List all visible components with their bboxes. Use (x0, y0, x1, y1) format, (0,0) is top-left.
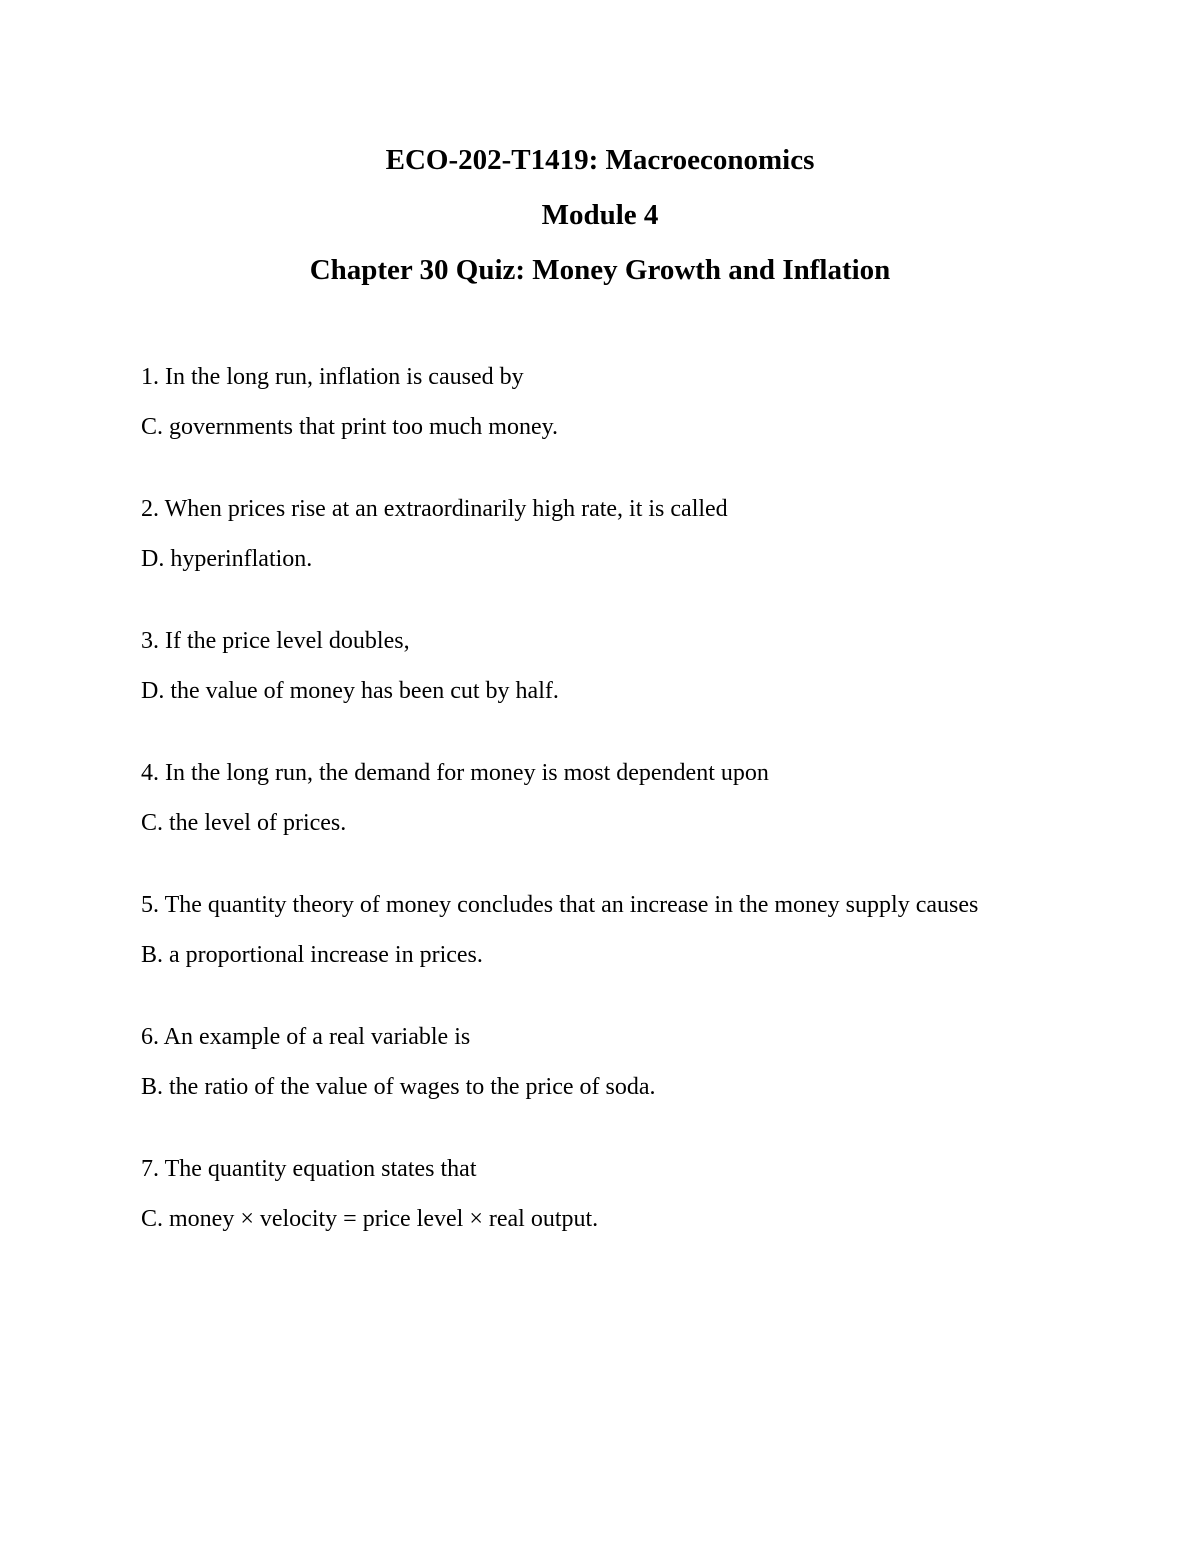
question-prompt: 4. In the long run, the demand for money is most dependent upon (141, 760, 769, 786)
question-item (141, 492, 1041, 576)
question-item (141, 360, 1041, 444)
question-item (141, 756, 1041, 840)
question-prompt: 3. If the price level doubles, (141, 628, 410, 654)
question-answer: C. governments that print too much money. (141, 414, 559, 440)
question-prompt: 7. The quantity equation states that (141, 1156, 477, 1182)
question-item (141, 1152, 1041, 1236)
question-item (141, 1020, 1041, 1104)
document-header (0, 138, 1200, 303)
question-answer: D. the value of money has been cut by half. (141, 678, 559, 704)
question-answer: D. hyperinflation. (141, 546, 313, 572)
question-answer: C. the level of prices. (141, 810, 347, 836)
question-item (141, 624, 1041, 708)
course-title: ECO-202-T1419: Macroeconomics (385, 144, 815, 176)
module-title: Module 4 (541, 199, 659, 231)
question-prompt: 5. The quantity theory of money concludes that an increase in the money supply causes (141, 892, 979, 918)
quiz-title: Chapter 30 Quiz: Money Growth and Inflation (309, 254, 891, 286)
question-item (141, 888, 1041, 972)
question-list (141, 360, 1041, 1284)
question-answer: B. the ratio of the value of wages to the price of soda. (141, 1074, 656, 1100)
question-answer: B. a proportional increase in prices. (141, 942, 483, 968)
question-answer: C. money × velocity = price level × real output. (141, 1206, 599, 1232)
question-prompt: 6. An example of a real variable is (141, 1024, 471, 1050)
question-prompt: 2. When prices rise at an extraordinarily high rate, it is called (141, 496, 728, 522)
question-prompt: 1. In the long run, inflation is caused by (141, 364, 524, 390)
